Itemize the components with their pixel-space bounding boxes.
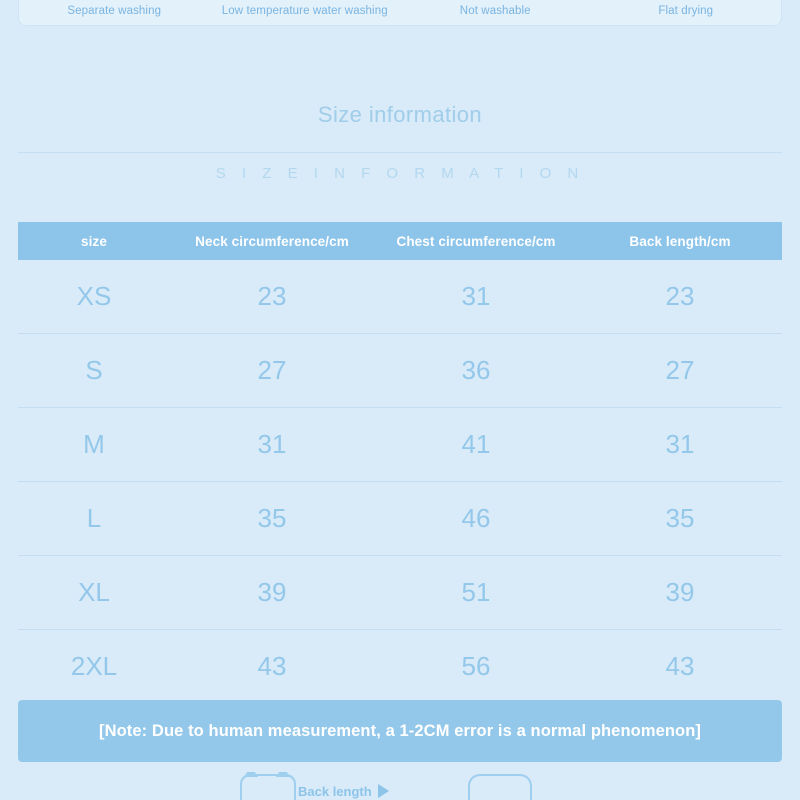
care-instructions-panel [18, 0, 782, 26]
pet-body-outline-icon [468, 774, 532, 800]
measurement-diagram [0, 772, 800, 800]
cell-chest: 31 [374, 260, 578, 334]
measurement-note-text: [Note: Due to human measurement, a 1-2CM error is a normal phenomenon] [98, 721, 701, 740]
cell-size: XL [18, 556, 170, 630]
section-subtitle: S I Z E I N F O R M A T I O N [215, 165, 585, 182]
cell-chest: 36 [374, 334, 578, 408]
table-row [18, 260, 782, 334]
care-item-not-washable: Not washable [459, 5, 531, 17]
arrow-right-icon [378, 784, 389, 798]
table-row [18, 334, 782, 408]
size-table-body [18, 260, 782, 703]
table-row [18, 408, 782, 482]
cell-size: S [18, 334, 170, 408]
cell-size: 2XL [70, 651, 118, 681]
size-table-head [18, 222, 782, 260]
column-header-size: size [18, 222, 170, 260]
column-header-back-length: Back length/cm [578, 222, 782, 260]
cell-back: 43 [665, 651, 695, 681]
care-instruction-list [19, 5, 781, 17]
section-title: Size information [317, 102, 483, 127]
cat-silhouette-icon [240, 774, 296, 800]
cell-back: 35 [578, 482, 782, 556]
table-header-row [18, 222, 782, 260]
cell-chest: 51 [374, 556, 578, 630]
measurement-note-banner [18, 700, 782, 762]
cell-size: XS [18, 260, 170, 334]
column-header-neck-circumference: Neck circumference/cm [170, 222, 374, 260]
cell-back: 23 [578, 260, 782, 334]
cell-chest: 41 [374, 408, 578, 482]
cell-neck: 43 [257, 651, 287, 681]
care-item-flat-drying: Flat drying [658, 5, 714, 17]
cell-back: 31 [578, 408, 782, 482]
cell-neck: 35 [170, 482, 374, 556]
cell-chest: 46 [374, 482, 578, 556]
diagram-label-back-length: Back length [298, 784, 372, 799]
table-row [18, 482, 782, 556]
care-item-separate-washing: Separate washing [67, 5, 162, 17]
table-row [18, 630, 782, 704]
care-item-low-temperature-water-washing: Low temperature water washing [221, 5, 388, 17]
cell-chest: 56 [461, 651, 491, 681]
cell-neck: 27 [170, 334, 374, 408]
size-table [18, 222, 782, 703]
cell-back: 39 [578, 556, 782, 630]
cell-size: L [18, 482, 170, 556]
column-header-chest-circumference: Chest circumference/cm [374, 222, 578, 260]
cell-size: M [18, 408, 170, 482]
title-divider [18, 152, 782, 153]
cell-neck: 31 [170, 408, 374, 482]
table-row [18, 556, 782, 630]
cell-neck: 39 [170, 556, 374, 630]
cell-back: 27 [578, 334, 782, 408]
cell-neck: 23 [170, 260, 374, 334]
